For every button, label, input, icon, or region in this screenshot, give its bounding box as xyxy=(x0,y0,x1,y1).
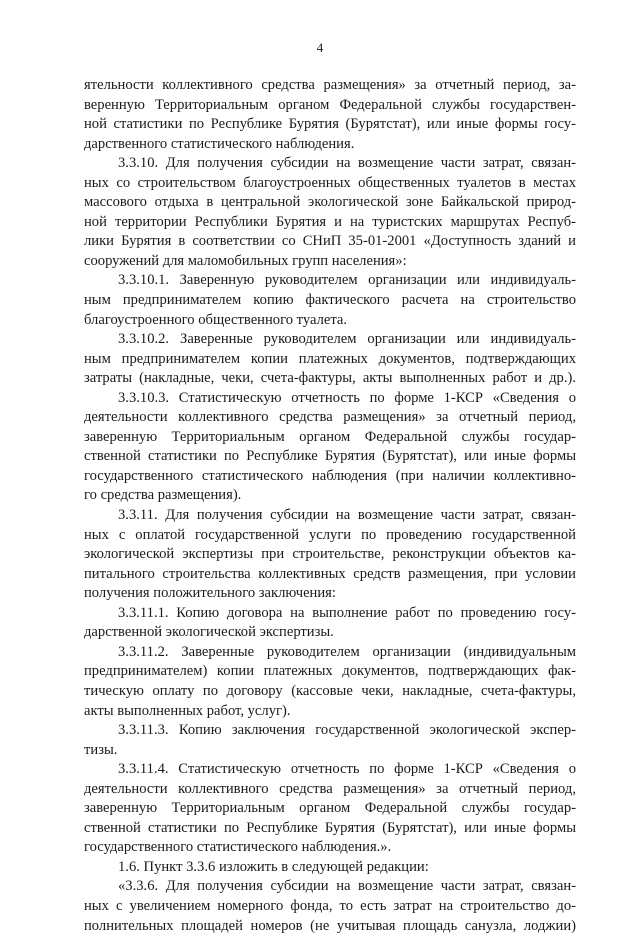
text-line: получения положительного заключения: xyxy=(84,585,336,602)
text-line: 1.6. Пункт 3.3.6 изложить в следующей редакции: xyxy=(118,858,429,875)
document-body xyxy=(84,76,576,936)
text-line: заверенную Территориальным органом Федеральной службы государ- xyxy=(84,800,576,817)
text-line: тизы. xyxy=(84,741,118,758)
text-line: тическую оплату по договору (кассовые чеки, накладные, счета-фактуры, xyxy=(84,682,576,699)
text-line: 3.3.11.3. Копию заключения государственной экологической экспер- xyxy=(118,722,576,739)
text-line: заверенную Территориальным органом Федеральной службы государ- xyxy=(84,428,576,445)
page-number: 4 xyxy=(316,40,324,55)
text-line: ственной статистики по Республике Бурятия (Бурятстат), или иные формы xyxy=(84,819,576,836)
text-line: веренную Территориальным органом Федеральной службы государствен- xyxy=(84,96,576,113)
text-line: благоустроенного общественного туалета. xyxy=(84,311,348,328)
text-line: го средства размещения). xyxy=(84,487,242,504)
text-line: 3.3.10.1. Заверенную руководителем организации или индивидуаль- xyxy=(118,272,576,289)
text-line: 3.3.11.4. Статистическую отчетность по форме 1-КСР «Сведения о xyxy=(118,761,576,778)
text-line: экологической экспертизы при строительстве, реконструкции объектов ка- xyxy=(84,546,576,563)
text-line: «3.3.6. Для получения субсидии на возмещение части затрат, связан- xyxy=(118,878,576,895)
text-line: лики Бурятия в соответствии со СНиП 35-01-2001 «Доступность зданий и xyxy=(84,233,576,250)
text-line: государственного статистического наблюдения.». xyxy=(84,839,392,856)
text-line: ным предпринимателем копию фактического расчета на строительство xyxy=(84,292,576,309)
text-line: 3.3.11. Для получения субсидии на возмещение части затрат, связан- xyxy=(118,507,576,524)
text-line: ных с оплатой государственной услуги по проведению государственной xyxy=(84,526,576,543)
text-line: 3.3.10.3. Статистическую отчетность по форме 1-КСР «Сведения о xyxy=(118,389,576,406)
text-line: деятельности коллективного средства размещения» за отчетный период, xyxy=(84,409,576,426)
text-line: 3.3.10.2. Заверенные руководителем организации или индивидуаль- xyxy=(118,331,576,348)
text-line: акты выполненных работ, услуг). xyxy=(84,702,291,719)
text-line: питального строительства коллективных средств размещения, при условии xyxy=(84,565,576,582)
text-line: ной статистики по Республике Бурятия (Бурятстат), или иные формы госу- xyxy=(84,116,576,133)
text-line: деятельности коллективного средства размещения» за отчетный период, xyxy=(84,780,576,797)
text-line: сооружений для маломобильных групп населения»: xyxy=(84,252,407,269)
text-line: ятельности коллективного средства размещения» за отчетный период, за- xyxy=(84,77,576,93)
text-line: ных со строительством благоустроенных общественных туалетов в местах xyxy=(84,174,576,191)
text-line: ной территории Республики Бурятия и на туристских маршрутах Респуб- xyxy=(84,213,576,230)
text-line: государственного статистического наблюдения (при наличии коллективно- xyxy=(84,467,576,484)
text-line: полнительных площадей номеров (не учитывая площадь санузла, лоджии) xyxy=(84,917,576,934)
text-line: ных с увеличением номерного фонда, то есть затрат на строительство до- xyxy=(84,897,576,914)
text-line: массового отдыха в центральной экологической зоне Байкальской природ- xyxy=(84,194,576,211)
text-line: затраты (накладные, чеки, счета-фактуры, акты выполненных работ и др.). xyxy=(84,370,576,387)
text-line: дарственной экологической экспертизы. xyxy=(84,624,334,641)
text-line: ственной статистики по Республике Бурятия (Бурятстат), или иные формы xyxy=(84,448,576,465)
text-line: предпринимателем) копии платежных документов, подтверждающих фак- xyxy=(84,663,576,680)
text-line: ным предпринимателем копии платежных документов, подтверждающих xyxy=(84,350,576,367)
text-line: 3.3.10. Для получения субсидии на возмещение части затрат, связан- xyxy=(118,155,576,172)
text-line: 3.3.11.2. Заверенные руководителем организации (индивидуальным xyxy=(118,643,576,660)
text-line: 3.3.11.1. Копию договора на выполнение работ по проведению госу- xyxy=(118,604,576,621)
text-line: дарственного статистического наблюдения. xyxy=(84,135,355,152)
